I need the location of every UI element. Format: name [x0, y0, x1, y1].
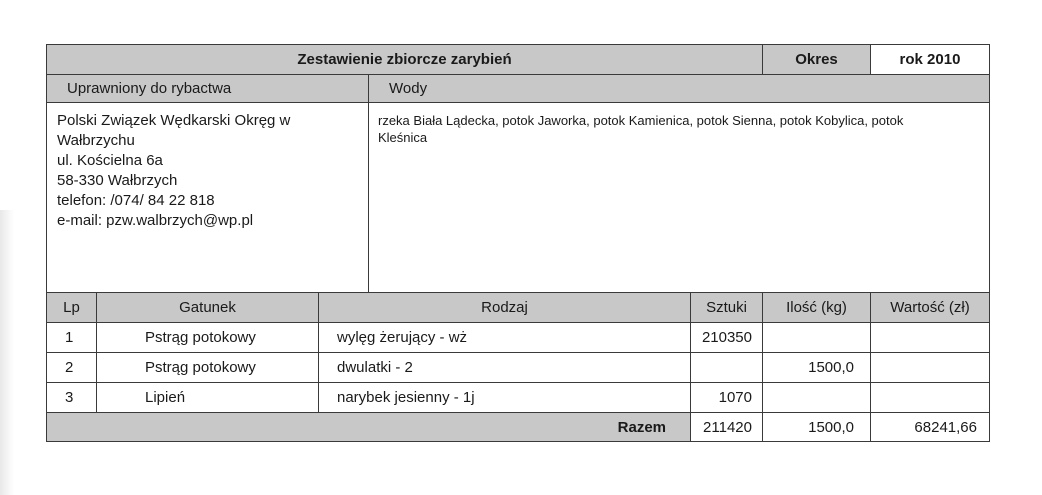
row-ilosc — [763, 383, 871, 413]
waters-line: Kleśnica — [378, 130, 428, 145]
row-rodzaj: narybek jesienny - 1j — [319, 383, 691, 413]
total-wartosc: 68241,66 — [871, 413, 990, 442]
row-sztuki: 1070 — [691, 383, 763, 413]
row-rodzaj: dwulatki - 2 — [319, 353, 691, 383]
col-header-lp: Lp — [47, 293, 97, 323]
authorized-header: Uprawniony do rybactwa — [47, 75, 369, 103]
waters-line: rzeka Biała Lądecka, potok Jaworka, potok Kamienica, potok Sienna, potok Kobylica, potok — [378, 113, 904, 128]
row-sztuki — [691, 353, 763, 383]
period-label: Okres — [763, 45, 871, 75]
row-ilosc: 1500,0 — [763, 353, 871, 383]
row-rodzaj: wylęg żerujący - wż — [319, 323, 691, 353]
scan-shadow — [0, 210, 14, 495]
row-sztuki: 210350 — [691, 323, 763, 353]
stocking-summary-table — [46, 44, 990, 442]
waters-header: Wody — [369, 75, 990, 103]
col-header-ilosc: Ilość (kg) — [763, 293, 871, 323]
row-wartosc — [871, 383, 990, 413]
table-row — [47, 383, 990, 413]
table-row — [47, 353, 990, 383]
whiteout-mark — [901, 358, 987, 377]
address-line: e-mail: pzw.walbrzych@wp.pl — [57, 212, 254, 229]
total-row — [47, 413, 990, 442]
address-line: Polski Związek Wędkarski Okręg w — [57, 112, 291, 129]
row-lp: 3 — [47, 383, 97, 413]
whiteout-mark — [901, 328, 987, 347]
whiteout-mark — [901, 388, 987, 407]
row-gatunek: Lipień — [97, 383, 319, 413]
total-ilosc: 1500,0 — [763, 413, 871, 442]
address-line: telefon: /074/ 84 22 818 — [57, 192, 215, 209]
row-gatunek: Pstrąg potokowy — [97, 353, 319, 383]
col-header-gatunek: Gatunek — [97, 293, 319, 323]
total-label: Razem — [47, 413, 691, 442]
authorized-address — [47, 103, 369, 293]
col-header-wartosc: Wartość (zł) — [871, 293, 990, 323]
row-ilosc — [763, 323, 871, 353]
waters-list — [369, 103, 990, 293]
row-lp: 2 — [47, 353, 97, 383]
period-value: rok 2010 — [871, 45, 990, 75]
address-line: Wałbrzychu — [57, 132, 135, 149]
address-line: 58-330 Wałbrzych — [57, 172, 178, 189]
table-title: Zestawienie zbiorcze zarybień — [47, 45, 763, 75]
address-line: ul. Kościelna 6a — [57, 152, 163, 169]
col-header-rodzaj: Rodzaj — [319, 293, 691, 323]
row-gatunek: Pstrąg potokowy — [97, 323, 319, 353]
total-sztuki: 211420 — [691, 413, 763, 442]
row-lp: 1 — [47, 323, 97, 353]
col-header-sztuki: Sztuki — [691, 293, 763, 323]
table-row — [47, 323, 990, 353]
row-wartosc — [871, 323, 990, 353]
row-wartosc — [871, 353, 990, 383]
